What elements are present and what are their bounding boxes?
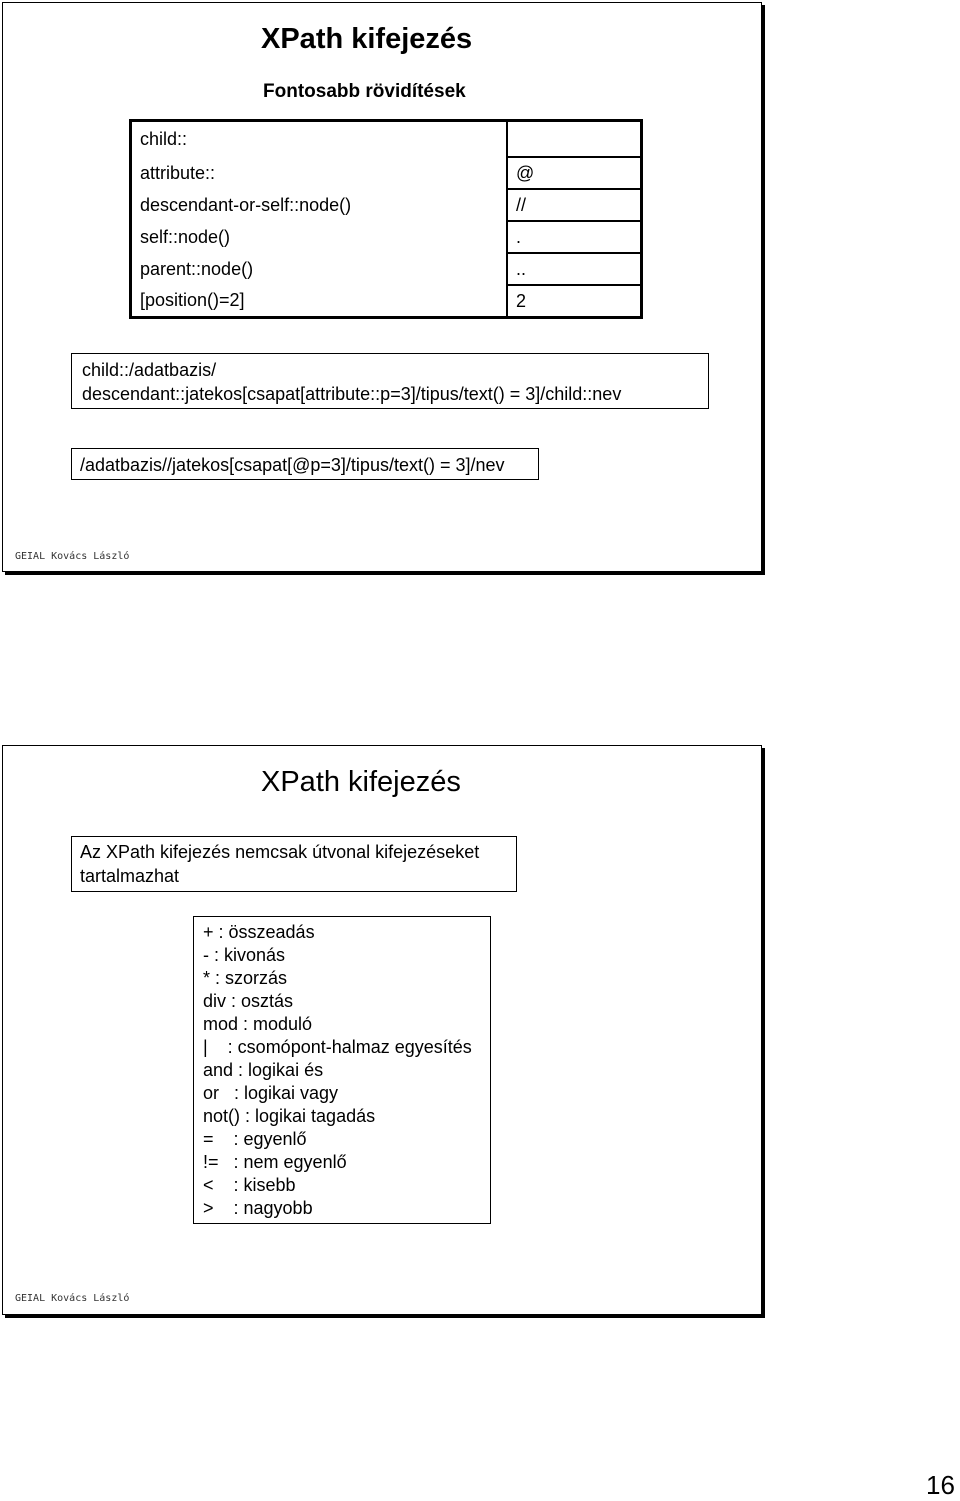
abbr-short: .. — [507, 253, 642, 285]
table-row — [131, 189, 642, 221]
abbreviation-table — [129, 119, 643, 319]
table-row — [131, 253, 642, 285]
operator-item: * : szorzás — [203, 968, 288, 988]
description-line-1: Az XPath kifejezés nemcsak útvonal kifejezéseket — [80, 842, 480, 862]
operator-item: = : egyenlő — [203, 1129, 307, 1149]
long-expression-line-1: child::/adatbazis/ — [82, 360, 217, 380]
operator-item: != : nem egyenlő — [203, 1152, 347, 1172]
abbr-short: // — [507, 189, 642, 221]
short-expression: /adatbazis//jatekos[csapat[@p=3]/tipus/text() = 3]/nev — [80, 455, 505, 475]
long-expression-box — [71, 353, 709, 409]
table-row — [131, 285, 642, 318]
slide-2-footer: GEIAL Kovács László — [15, 1293, 130, 1304]
table-row — [131, 121, 642, 158]
abbr-full: parent::node() — [131, 253, 508, 285]
slide-1 — [2, 2, 762, 572]
operator-item: div : osztás — [203, 991, 294, 1011]
slide-1-title: XPath kifejezés — [261, 23, 473, 55]
abbr-short — [507, 121, 642, 158]
abbr-full: descendant-or-self::node() — [131, 189, 508, 221]
table-row — [131, 157, 642, 189]
long-expression-line-2: descendant::jatekos[csapat[attribute::p=3]/tipus/text() = 3]/child::nev — [82, 384, 622, 404]
operator-item: - : kivonás — [203, 945, 286, 965]
table-row — [131, 221, 642, 253]
operator-item: > : nagyobb — [203, 1198, 313, 1218]
operator-item: < : kisebb — [203, 1175, 296, 1195]
operator-item: or : logikai vagy — [203, 1083, 339, 1103]
operator-item: + : összeadás — [203, 922, 315, 942]
abbr-full: [position()=2] — [131, 285, 508, 318]
operator-item: mod : moduló — [203, 1014, 313, 1034]
description-box — [71, 836, 517, 892]
page-number: 16 — [926, 1470, 955, 1500]
slide-1-footer: GEIAL Kovács László — [15, 551, 130, 562]
slide-2-title: XPath kifejezés — [261, 766, 461, 798]
operator-item: and : logikai és — [203, 1060, 324, 1080]
abbr-short: @ — [507, 157, 642, 189]
abbr-short: . — [507, 221, 642, 253]
operator-item: | : csomópont-halmaz egyesítés — [203, 1037, 472, 1057]
abbr-full: child:: — [131, 121, 508, 158]
description-line-2: tartalmazhat — [80, 866, 180, 886]
short-expression-box — [71, 448, 539, 480]
slide-1-subtitle: Fontosabb rövidítések — [263, 81, 466, 102]
operators-box — [193, 916, 491, 1224]
operator-item: not() : logikai tagadás — [203, 1106, 376, 1126]
abbr-full: attribute:: — [131, 157, 508, 189]
slide-2 — [2, 745, 762, 1315]
abbr-short: 2 — [507, 285, 642, 318]
abbr-full: self::node() — [131, 221, 508, 253]
